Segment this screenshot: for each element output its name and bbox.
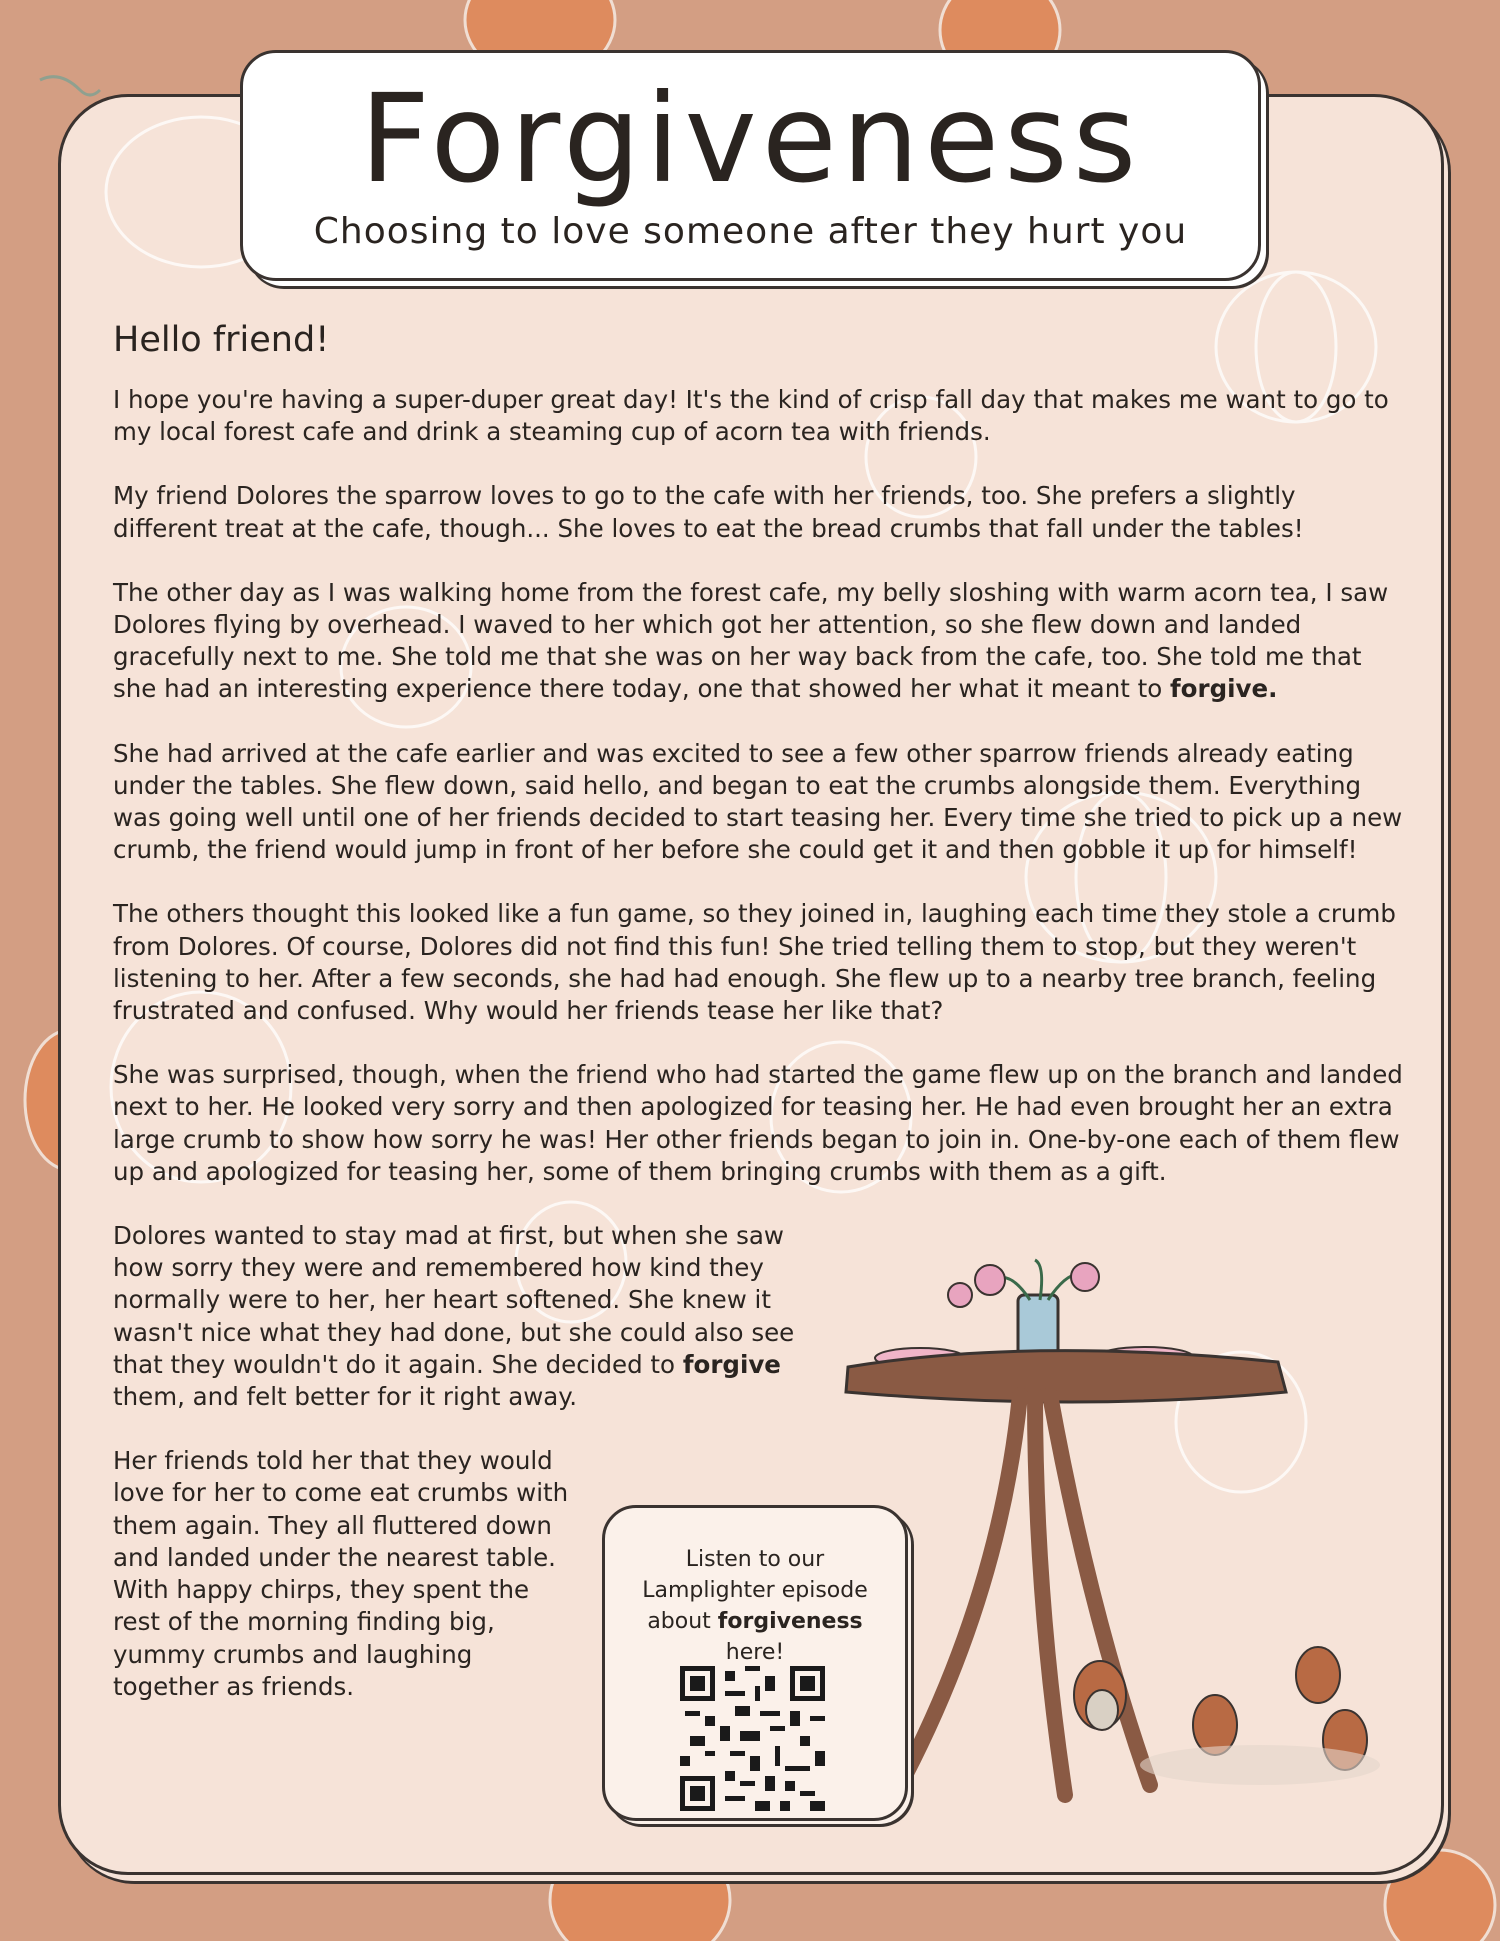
paragraph-7-tail: them, and felt better for it right away.: [113, 1382, 578, 1412]
paragraph-6: She was surprised, though, when the friend who had started the game flew up on the branch and landed next to her. He looked very sorry and then apologized for teasing her. He had even brought her an extra large crumb to show how sorry he was! Her other friends began to join in. One-by-one each of them flew up and apologized for teasing her, some of them bringing crumbs with them as a gift.: [113, 1060, 1403, 1186]
paragraph-7-text: Dolores wanted to stay mad at first, but when she saw how sorry they were and remembered how kind they normally were to her, her heart softened. She knew it wasn't nice what they had done, but she could also see that they wouldn't do it again. She decided to: [113, 1221, 795, 1379]
cafe-table-illustration: [840, 1255, 1420, 1815]
flower-vase-icon: [948, 1260, 1099, 1357]
page-title: Forgiveness: [359, 68, 1142, 210]
qr-callout[interactable]: [602, 1505, 908, 1821]
forgive-emphasis: forgive.: [1170, 674, 1278, 704]
paragraph-7: [113, 1220, 803, 1413]
qr-callout-text: [605, 1544, 905, 1668]
forgive-emphasis-2: forgive: [682, 1349, 781, 1379]
title-banner: [240, 50, 1261, 281]
paragraph-1: I hope you're having a super-duper great day! It's the kind of crisp fall day that makes me want to go to my local forest cafe and drink a steaming cup of acorn tea with friends.: [113, 385, 1389, 447]
paragraph-4: She had arrived at the cafe earlier and was excited to see a few other sparrow friends already eating under the tables. She flew down, said hello, and began to eat the crumbs alongside them. Everything was going well until one of her friends decided to start teasing her. Every time she tried to pick up a new crumb, the friend would jump in front of her before she could get it and then gobble it up for himself!: [113, 738, 1403, 865]
qr-text-before: Listen to our Lamplighter episode about: [642, 1547, 868, 1634]
page-subtitle: Choosing to love someone after they hurt you: [313, 211, 1188, 252]
paragraph-2: My friend Dolores the sparrow loves to go to the cafe with her friends, too. She prefers a slightly different treat at the cafe, though... She loves to eat the bread crumbs that fall under the tables!: [113, 481, 1304, 543]
qr-text-bold: forgiveness: [717, 1609, 863, 1634]
qr-code[interactable]: [680, 1666, 825, 1811]
paragraph-5: The others thought this looked like a fun game, so they joined in, laughing each time they stole a crumb from Dolores. Of course, Dolores did not find this fun! She tried telling them to stop, but they weren't listening to her. After a few seconds, she had had enough. She flew up to a nearby tree branch, feeling frustrated and confused. Why would her friends tease her like that?: [113, 899, 1396, 1026]
paragraph-3: [113, 577, 1403, 706]
greeting: Hello friend!: [113, 320, 330, 360]
qr-text-after: here!: [725, 1640, 785, 1665]
paragraph-8: Her friends told her that they would love for her to come eat crumbs with them again. They all fluttered down and landed under the nearest table. With happy chirps, they spent the rest of the morning finding big, yummy crumbs and laughing together as friends.: [113, 1446, 569, 1701]
paragraph-3-text: The other day as I was walking home from the forest cafe, my belly sloshing with warm acorn tea, I saw Dolores flying by overhead. I waved to her which got her attention, so she flew down and landed gracefully next to me. She told me that she was on her way back from the cafe, too. She told me that she had an interesting experience there today, one that showed her what it meant to: [113, 577, 1389, 704]
